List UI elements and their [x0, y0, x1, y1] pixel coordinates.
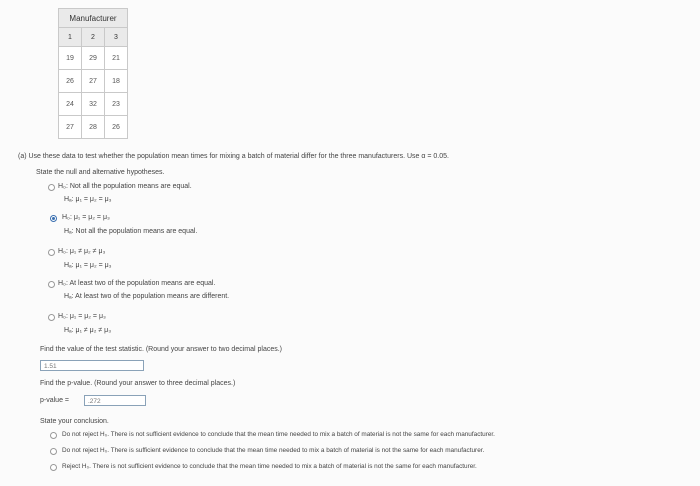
p-value-prompt: Find the p-value. (Round your answer to three decimal places.) — [40, 380, 236, 387]
hypothesis-option-1-h0: H₀: Not all the population means are equal. — [58, 183, 192, 190]
hypothesis-option-2-ha: Hₐ: Not all the population means are equal. — [64, 228, 198, 235]
column-header-2: 2 — [82, 28, 105, 47]
table-cell: 24 — [59, 93, 82, 116]
hypothesis-option-1-ha: Hₐ: μ₁ = μ₂ = μ₃ — [64, 196, 112, 203]
conclusion-option-2: Do not reject H₀. There is sufficient evidence to conclude that the mean time needed to mix a batch of material is not the same for each manufacturer. — [62, 447, 485, 454]
column-header-3: 3 — [105, 28, 128, 47]
hypothesis-option-5-h0: H₀: μ₁ = μ₂ = μ₃ — [58, 313, 106, 320]
hypothesis-radio-1[interactable] — [48, 184, 55, 191]
hypothesis-radio-4[interactable] — [48, 281, 55, 288]
test-statistic-prompt: Find the value of the test statistic. (Round your answer to two decimal places.) — [40, 346, 283, 353]
table-cell: 27 — [82, 70, 105, 93]
table-cell: 28 — [82, 116, 105, 139]
table-row — [59, 70, 128, 93]
conclusion-radio-2[interactable] — [50, 448, 57, 455]
manufacturer-table — [58, 8, 128, 139]
conclusion-option-1: Do not reject H₀. There is not sufficient evidence to conclude that the mean time needed to mix a batch of material is not the same for each manufacturer. — [62, 431, 495, 438]
conclusion-radio-3[interactable] — [50, 464, 57, 471]
hypothesis-radio-3[interactable] — [48, 249, 55, 256]
table-cell: 19 — [59, 47, 82, 70]
table-cell: 23 — [105, 93, 128, 116]
hypothesis-radio-5[interactable] — [48, 314, 55, 321]
table-cell: 32 — [82, 93, 105, 116]
conclusion-radio-1[interactable] — [50, 432, 57, 439]
hypothesis-option-4-h0: H₀: At least two of the population means are equal. — [58, 280, 216, 287]
table-cell: 26 — [59, 70, 82, 93]
hypothesis-option-2-h0: H₀: μ₁ = μ₂ = μ₃ — [62, 214, 110, 221]
table-cell: 21 — [105, 47, 128, 70]
conclusion-prompt: State your conclusion. — [40, 418, 109, 425]
p-value-input[interactable]: .272 — [84, 395, 146, 406]
table-cell: 26 — [105, 116, 128, 139]
hypothesis-option-5-ha: Hₐ: μ₁ ≠ μ₂ ≠ μ₃ — [64, 327, 112, 334]
table-row — [59, 93, 128, 116]
hypotheses-prompt: State the null and alternative hypotheses. — [36, 169, 165, 176]
p-value-label: p-value = — [40, 397, 69, 404]
table-cell: 27 — [59, 116, 82, 139]
conclusion-option-3: Reject H₀. There is not sufficient evidence to conclude that the mean time needed to mix a batch of material is not the same for each manufacturer. — [62, 463, 477, 470]
hypothesis-radio-2[interactable] — [50, 215, 57, 222]
test-statistic-input[interactable]: 1.51 — [40, 360, 144, 371]
table-cell: 29 — [82, 47, 105, 70]
hypothesis-option-4-ha: Hₐ: At least two of the population means are different. — [64, 293, 230, 300]
table-cell: 18 — [105, 70, 128, 93]
hypothesis-option-3-h0: H₀: μ₁ ≠ μ₂ ≠ μ₃ — [58, 248, 106, 255]
column-header-1: 1 — [59, 28, 82, 47]
table-header: Manufacturer — [59, 9, 128, 28]
table-row — [59, 116, 128, 139]
table-row — [59, 47, 128, 70]
hypothesis-option-3-ha: Hₐ: μ₁ = μ₂ = μ₃ — [64, 262, 112, 269]
question-text: (a) Use these data to test whether the population mean times for mixing a batch of material differ for the three manufacturers. Use α = 0.05. — [18, 153, 449, 160]
